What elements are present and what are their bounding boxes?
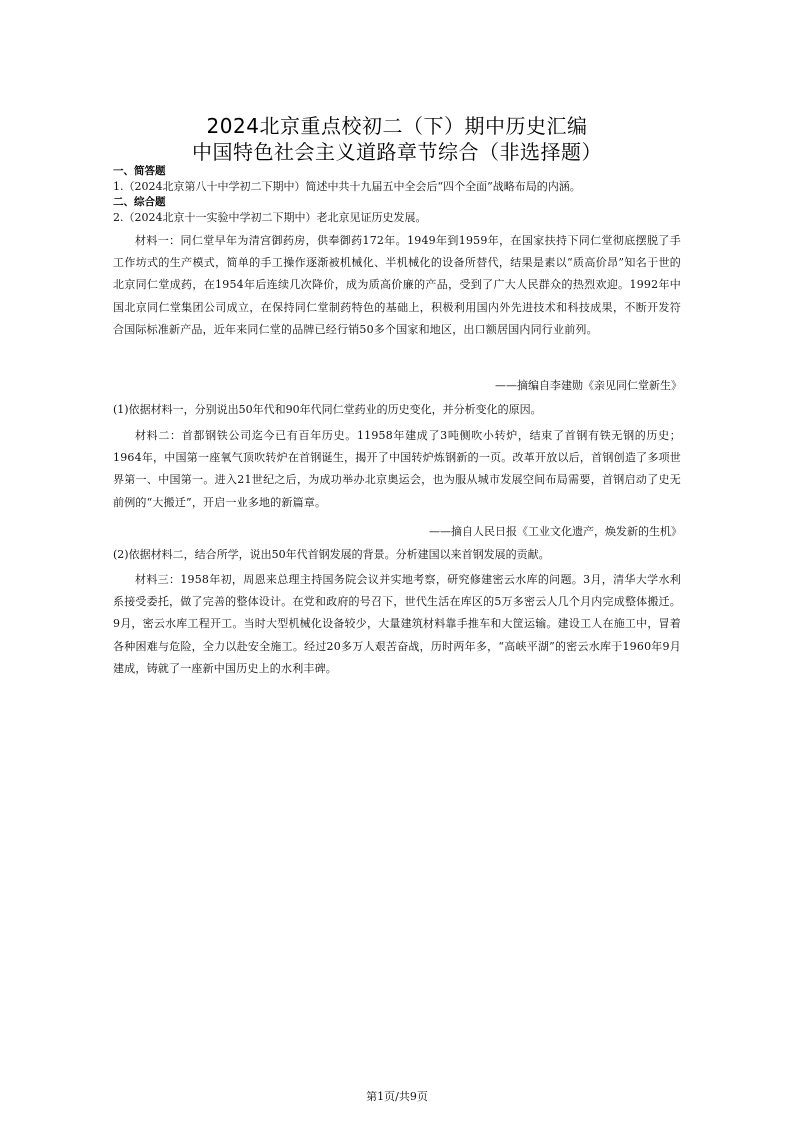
material-2-paragraph: 材料二：首都钢铁公司迄今已有百年历史。11958年建成了3吨侧吹小转炉，结束了首钢有铁无钢的历史；1964年，中国第一座氧气顶吹转炉在首钢诞生，揭开了中国转炉炼钢新的一页。改革开放以后，首钢创造了多项世界第一、中国第一。进入21世纪之后，为成功举办北京奥运会，也为服从城市发展空间布局需要，首钢启动了史无前例的“大搬迁”，开启一业多地的新篇章。 [113, 429, 681, 509]
page-number-footer: 第1页/共9页 [366, 1090, 428, 1103]
sub-question-2: (2)依据材料二，结合所学，说出50年代首钢发展的背景。分析建国以来首钢发展的贡献。 [113, 548, 550, 561]
material-1-source: ——摘编自李建勋《亲见同仁堂新生》 [495, 379, 682, 392]
sub-question-1: (1)依据材料一，分别说出50年代和90年代同仁堂药业的历史变化，并分析变化的原因。 [113, 403, 542, 416]
section-heading-short-answer: 一、简答题 [113, 165, 166, 177]
question-1: 1.（2024北京第八十中学初二下期中）简述中共十九届五中全会后“四个全面”战略布局的内涵。 [113, 180, 581, 193]
material-1-paragraph: 材料一：同仁堂早年为清宫御药房，供奉御药172年。1949年到1959年，在国家扶持下同仁堂彻底摆脱了手工作坊式的生产模式，简单的手工操作逐渐被机械化、半机械化的设备所替代，结果是素以“质高价昂”知名于世的北京同仁堂成药，在1954年后连续几次降价，成为质高价廉的产品，受到了广大人民群众的热烈欢迎。1992年中国北京同仁堂集团公司成立，在保持同仁堂制药特色的基础上，积极利用国内外先进技术和科技成果，不断开发符合国际标准新产品，近年来同仁堂的品牌已经行销50多个国家和地区，出口额居国内同行业前列。 [113, 234, 681, 336]
material-2-source: ——摘自人民日报《工业文化遗产，焕发新的生机》 [429, 525, 682, 538]
question-2: 2.（2024北京十一实验中学初二下期中）老北京见证历史发展。 [113, 211, 427, 224]
material-3-paragraph: 材料三：1958年初，周恩来总理主持国务院会议并实地考察，研究修建密云水库的问题。3月，清华大学水利系接受委托，做了完善的整体设计。在党和政府的号召下，世代生活在库区的5万多密云人几个月内完成整体搬迁。9月，密云水库工程开工。当时大型机械化设备较少，大量建筑材料靠手推车和大筐运输。建设工人在施工中，冒着各种困难与危险，全力以赴安全施工。经过20多万人艰苦奋战，历时两年多，“高峡平湖”的密云水库于1960年9月建成，铸就了一座新中国历史上的水利丰碑。 [113, 573, 681, 675]
document-title-line1: 2024北京重点校初二（下）期中历史汇编 [206, 114, 588, 138]
document-title-line2: 中国特色社会主义道路章节综合（非选择题） [192, 140, 602, 164]
section-heading-comprehensive: 二、综合题 [113, 196, 166, 208]
